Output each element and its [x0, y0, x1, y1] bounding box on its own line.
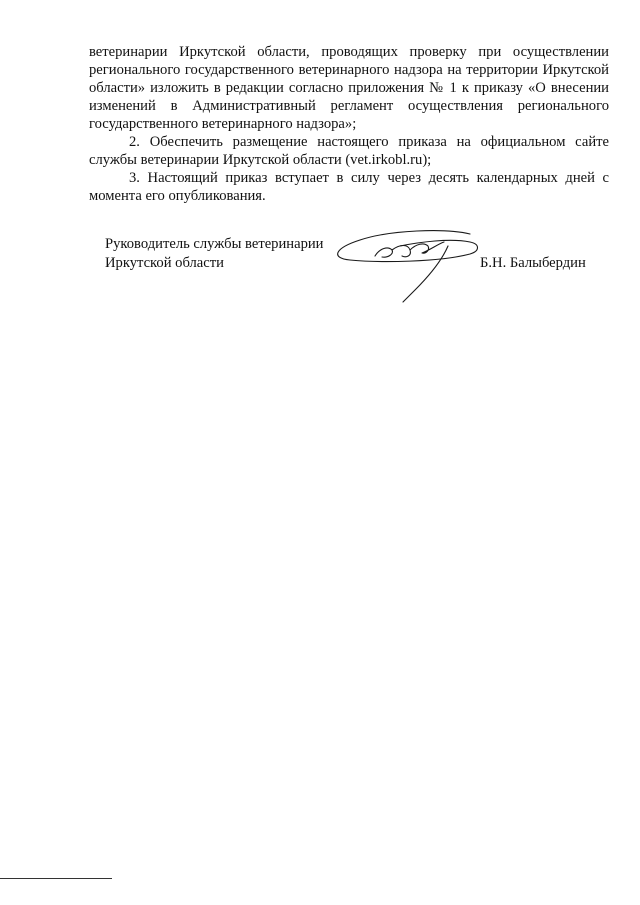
signatory-position-line1: Руководитель службы ветеринарии — [105, 236, 324, 252]
paragraph-item-3: 3. Настоящий приказ вступает в силу через десять календарных дней с момента его опубликования. — [89, 170, 609, 204]
signatory-position — [105, 235, 324, 273]
signatory-name: Б.Н. Балыбердин — [480, 255, 586, 271]
paragraph-continuation: ветеринарии Иркутской области, проводящих проверку при осуществлении регионального государственного ветеринарного надзора на территории Иркутской области» изложить в редакции согласно приложения № 1 к приказу «О внесении изменений в Административный регламент осуществления регионального государственного ветеринарного надзора»; — [89, 44, 609, 132]
footnote-separator — [0, 878, 112, 879]
document-body — [89, 43, 609, 205]
paragraph-item-2: 2. Обеспечить размещение настоящего приказа на официальном сайте службы ветеринарии Иркутской области (vet.irkobl.ru); — [89, 134, 609, 168]
signatory-position-line2: Иркутской области — [105, 255, 224, 271]
handwritten-signature — [330, 220, 490, 305]
